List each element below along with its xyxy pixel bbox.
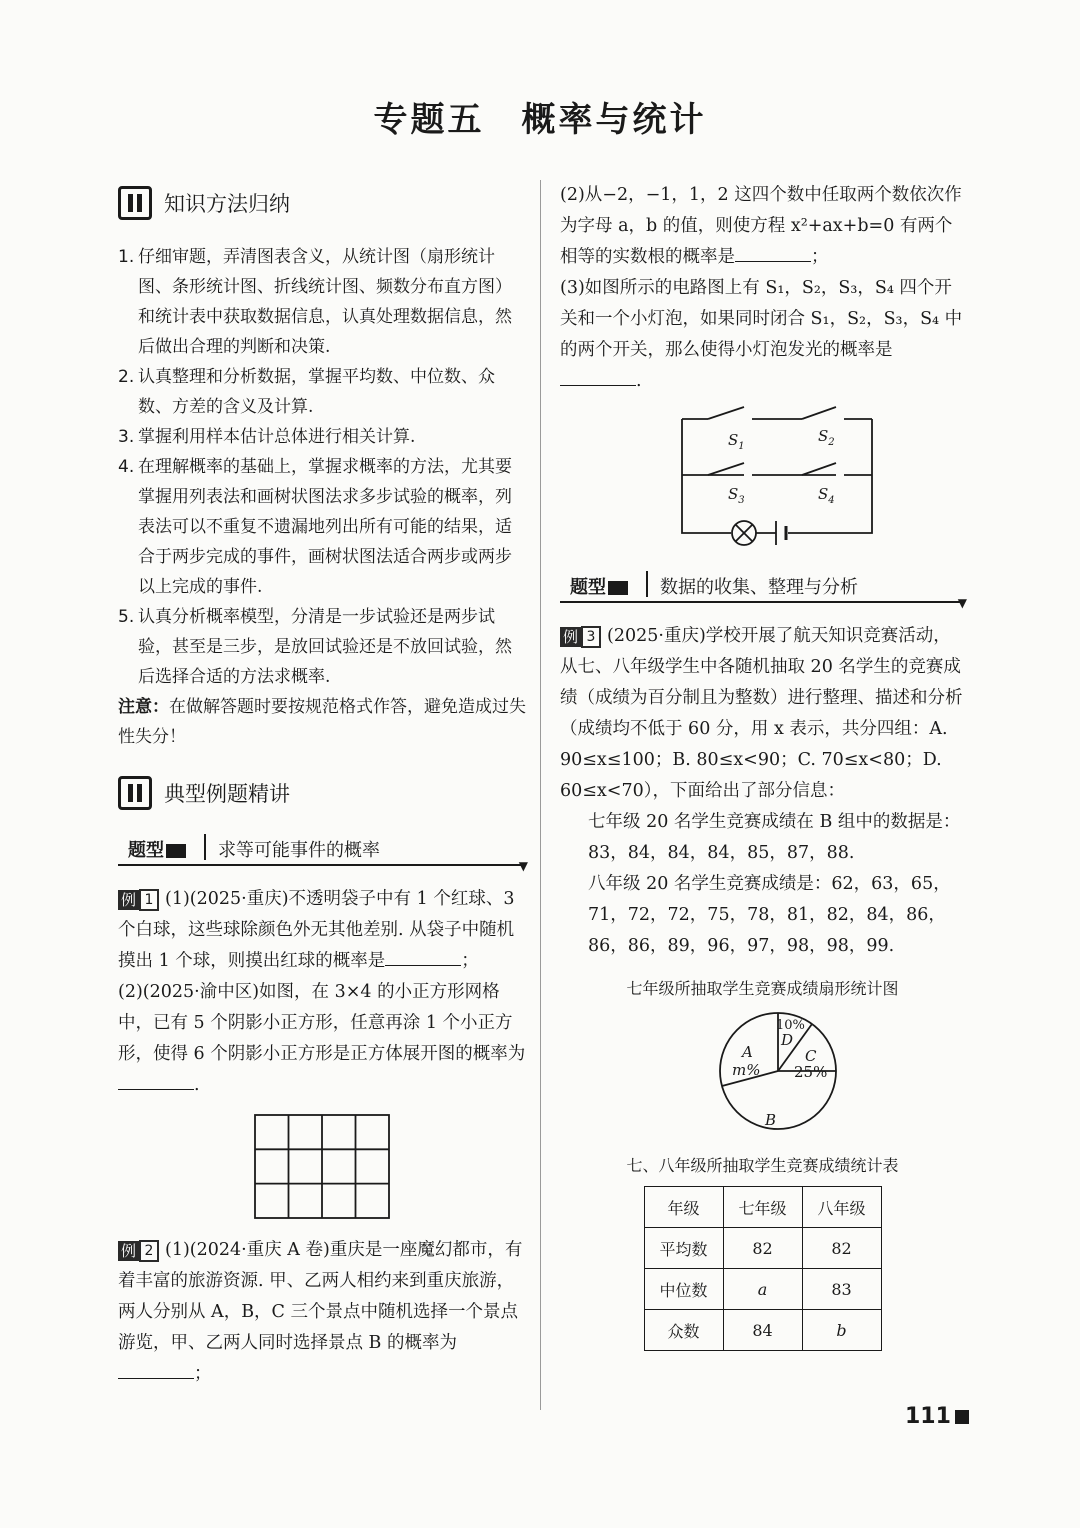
- pie-value-c: 25%: [794, 1063, 828, 1081]
- example-text: 八年级 20 名学生竞赛成绩是：62，63，65，71，72，72，75，78，81，82，84，86，86，86，89，96，97，98，98，99.: [588, 874, 951, 956]
- answer-blank[interactable]: [118, 1071, 194, 1090]
- note: [118, 692, 526, 752]
- pie-value-d: 10%: [776, 1018, 805, 1033]
- stats-table: [644, 1186, 882, 1351]
- example-text: (3)如图所示的电路图上有 S₁，S₂，S₃，S₄ 四个开关和一个小灯泡，如果同时闭合 S₁，S₂，S₃，S₄ 中的两个开关，那么使得小灯泡发光的概率是: [560, 278, 963, 360]
- knowledge-item: [118, 362, 526, 422]
- type-text: 数据的收集、整理与分析: [660, 577, 858, 598]
- item-number: 2.: [118, 367, 135, 387]
- example-1: 例 1 (1)(2025·重庆)不透明袋子中有 1 个红球、3 个白球，这些球除颜色外无其他差别. 从袋子中随机摸出 1 个球，则摸出红球的概率是 ； (2)(2025·渝中区)如图，在 3×4 的小正方形网格中，已有 5 个阴影小正方形，任意再涂 1 个小正方形，使得 6 个阴影小正方形是正方体展开图的概率为.: [118, 889, 526, 1095]
- section-knowledge-header: [118, 186, 526, 220]
- section-icon: [118, 776, 152, 810]
- table-cell: 82: [802, 1228, 881, 1269]
- pie-label-b: B: [765, 1111, 777, 1129]
- table-cell: b: [802, 1310, 881, 1351]
- table-cell: 中位数: [644, 1269, 723, 1310]
- grid-figure: [118, 1109, 526, 1227]
- answer-blank[interactable]: [385, 947, 461, 966]
- column-divider: [540, 180, 541, 1410]
- example-text: (1)(2024·重庆 A 卷)重庆是一座魔幻都市，有着丰富的旅游资源. 甲、乙两人相约来到重庆旅游，两人分别从 A，B，C 三个景点中随机选择一个景点游览，甲、乙两人同时选择景点 B 的概率为: [118, 1240, 523, 1353]
- page-mark-icon: [955, 1410, 969, 1424]
- example-text: (2)(2025·渝中区)如图，在 3×4 的小正方形网格中，已有 5 个阴影小正方形，任意再涂 1 个小正方形，使得 6 个阴影小正方形是正方体展开图的概率为: [118, 982, 526, 1064]
- answer-blank[interactable]: [560, 367, 636, 386]
- table-row: [644, 1228, 881, 1269]
- item-number: 1.: [118, 247, 135, 267]
- table-header: 七年级: [723, 1187, 802, 1228]
- table-cell: a: [723, 1269, 802, 1310]
- table-cell: 82: [723, 1228, 802, 1269]
- item-number: 3.: [118, 427, 135, 447]
- switch-label-s4: $S_4$: [818, 485, 835, 506]
- type-label: 题型: [128, 836, 186, 862]
- switch-label-s2: $S_2$: [818, 427, 835, 448]
- item-text: 在理解概率的基础上，掌握求概率的方法，尤其要掌握用列表法和画树状图法求多步试验的概率，列表法可以不重复不遗漏地列出所有可能的结果，适合于两步完成的事件，画树状图法适合两步或两步以上完成的事件.: [138, 457, 512, 597]
- answer-blank[interactable]: [118, 1360, 194, 1379]
- item-number: 4.: [118, 457, 135, 477]
- example-tag: 例 3: [560, 626, 601, 648]
- item-text: 认真整理和分析数据，掌握平均数、中位数、众数、方差的含义及计算.: [138, 367, 495, 417]
- pie-chart: [560, 1009, 965, 1139]
- table-cell: 84: [723, 1310, 802, 1351]
- page-number: 111: [905, 1404, 969, 1429]
- example-3: [560, 621, 965, 962]
- example-text: 七年级 20 名学生竞赛成绩在 B 组中的数据是：83，84，84，84，85，87，88.: [588, 812, 961, 863]
- knowledge-item: [118, 452, 526, 602]
- item-text: 掌握利用样本估计总体进行相关计算.: [138, 427, 416, 447]
- table-cell: 众数: [644, 1310, 723, 1351]
- circuit-diagram: [560, 405, 965, 555]
- example-text: (2025·重庆)学校开展了航天知识竞赛活动，从七、八年级学生中各随机抽取 20 名学生的竞赛成绩（成绩为百分制且为整数）进行整理、描述和分析（成绩均不低于 60 分，用 x 表示，共分四组：A. 90≤x≤100；B. 80≤x<90；C. 70≤x<80；D. 60≤x<70），下面给出了部分信息：: [560, 626, 963, 801]
- example-text: (2)从−2，−1，1，2 这四个数中任取两个数依次作为字母 a，b 的值，则使方程 x²+ax+b=0 有两个相等的实数根的概率是: [560, 185, 962, 267]
- section-icon: [118, 186, 152, 220]
- page-title: 专题五 概率与统计: [373, 100, 707, 140]
- type-label: 题型: [570, 573, 628, 599]
- pie-label-d: D: [781, 1031, 794, 1049]
- item-text: 仔细审题，弄清图表含义，从统计图（扇形统计图、条形统计图、折线统计图、频数分布直方图）和统计表中获取数据信息，认真处理数据信息，然后做出合理的判断和决策.: [138, 247, 512, 357]
- arrow-down-icon: ▼: [957, 596, 967, 610]
- section-title: 典型例题精讲: [164, 782, 290, 806]
- switch-label-s3: $S_3$: [728, 485, 745, 506]
- section-title: 知识方法归纳: [164, 192, 290, 216]
- knowledge-item: [118, 422, 526, 452]
- arrow-down-icon: ▼: [518, 859, 528, 873]
- table-caption: 七、八年级所抽取学生竞赛成绩统计表: [626, 1156, 899, 1175]
- table-cell: 平均数: [644, 1228, 723, 1269]
- example-2: 例 2 (1)(2024·重庆 A 卷)重庆是一座魔幻都市，有着丰富的旅游资源. 甲、乙两人相约来到重庆旅游，两人分别从 A，B，C 三个景点中随机选择一个景点游览，甲、乙两人同时选择景点 B 的概率为；: [118, 1240, 523, 1384]
- note-label: 注意：: [118, 697, 169, 717]
- pie-caption: 七年级所抽取学生竞赛成绩扇形统计图: [626, 979, 899, 998]
- table-row: [644, 1269, 881, 1310]
- table-header-row: [644, 1187, 881, 1228]
- pie-label-a: A: [742, 1043, 753, 1061]
- section-examples-header: [118, 776, 526, 810]
- right-column: [560, 180, 965, 1351]
- item-number: 5.: [118, 607, 135, 627]
- item-text: 认真分析概率模型，分清是一步试验还是两步试验，甚至是三步，是放回试验还是不放回试验，然后选择合适的方法求概率.: [138, 607, 512, 687]
- example-tag: 例 2: [118, 1240, 159, 1262]
- type-bar-1: [118, 832, 528, 873]
- type-text: 求等可能事件的概率: [218, 840, 380, 861]
- pie-value-a: m%: [732, 1061, 761, 1079]
- table-header: 八年级: [802, 1187, 881, 1228]
- table-row: [644, 1310, 881, 1351]
- note-text: 在做解答题时要按规范格式作答，避免造成过失性失分！: [118, 697, 526, 747]
- table-header: 年级: [644, 1187, 723, 1228]
- example-tag: 例 1: [118, 889, 159, 911]
- knowledge-item: [118, 602, 526, 692]
- switch-label-s1: $S_1$: [728, 431, 745, 452]
- example-text: (1)(2025·重庆)不透明袋子中有 1 个红球、3 个白球，这些球除颜色外无其他差别. 从袋子中随机摸出 1 个球，则摸出红球的概率是: [118, 889, 515, 971]
- pie-label-c: C: [805, 1047, 817, 1065]
- table-cell: 83: [802, 1269, 881, 1310]
- answer-blank[interactable]: [735, 243, 811, 262]
- type-bar-2: [560, 569, 967, 610]
- example-2-continued: (2)从−2，−1，1，2 这四个数中任取两个数依次作为字母 a，b 的值，则使方程 x²+ax+b=0 有两个相等的实数根的概率是 ； (3)如图所示的电路图上有 S₁，S₂，S₃，S₄ 四个开关和一个小灯泡，如果同时闭合 S₁，S₂，S₃，S₄ 中的两个开关，那么使得小灯泡发光的概率是.: [560, 185, 963, 391]
- knowledge-item: [118, 242, 526, 362]
- left-column: [118, 180, 526, 1390]
